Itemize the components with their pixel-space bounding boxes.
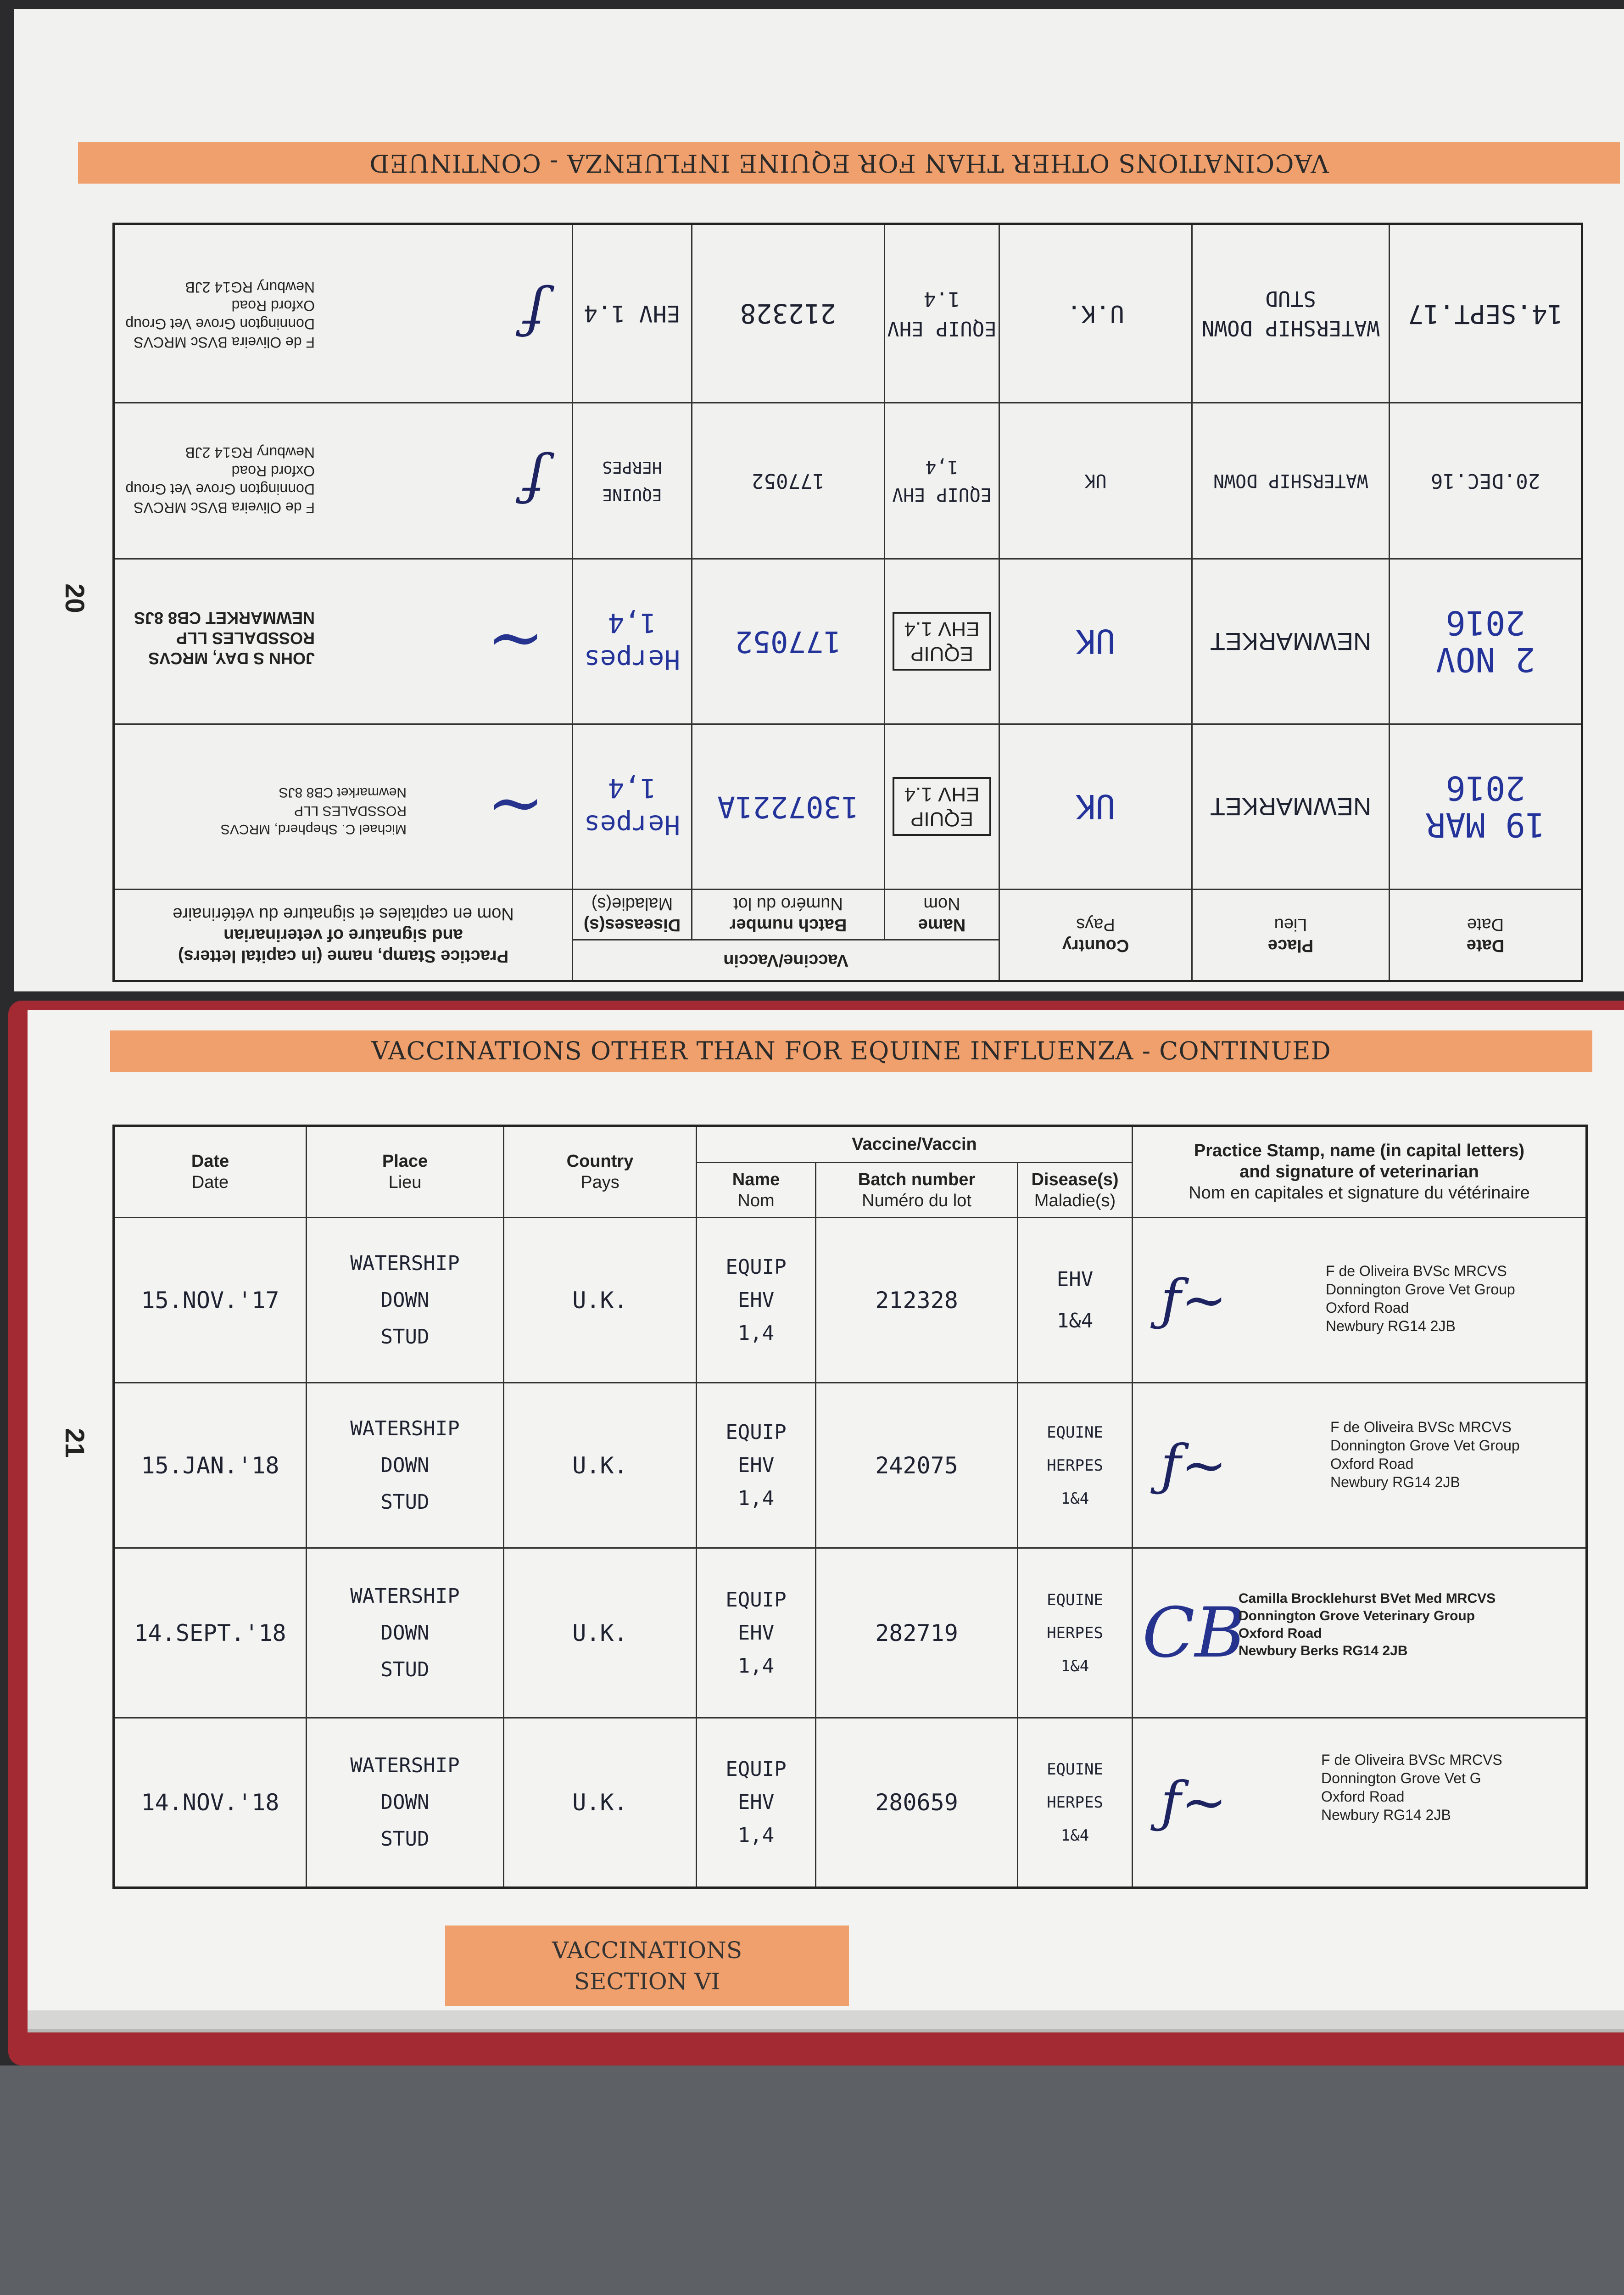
cell-place: WATERSHIP DOWN STUD [307, 1548, 504, 1718]
cell-batch: 1307221A [692, 724, 885, 890]
vet-stamp: Camilla Brocklehurst BVet Med MRCVS Donnington Grove Veterinary Group Oxford Road Newbury Berks RG14 2JB [1239, 1591, 1496, 1658]
signature: ƒ [524, 449, 544, 513]
cell-batch: 212328 [816, 1218, 1018, 1383]
cell-disease: Herpes 1,4 [573, 724, 692, 890]
cell-disease: Herpes 1,4 [573, 559, 692, 724]
cell-date: 14.SEPT.'18 [114, 1548, 307, 1718]
table-row [114, 724, 1582, 890]
signature: ~ [486, 767, 544, 847]
cell-disease: EQUINE HERPES 1&4 [1018, 1383, 1133, 1548]
header-date: Date Date [114, 1126, 307, 1218]
cell-vet [114, 724, 573, 890]
page-20-number: 20 [59, 583, 89, 613]
cell-name: EQUIP EHV 1.4 [885, 224, 999, 403]
header-vet: Practice Stamp, name (in capital letters) and signature of veterinarian Nom en capitales et signature du vétérinaire [114, 890, 573, 981]
vet-stamp: F de Oliveira BVSc MRCVS Donnington Grove Vet Group Oxford Road Newbury RG14 2JB [125, 279, 315, 351]
cell-vet [1133, 1383, 1587, 1548]
cell-batch: 280659 [816, 1718, 1018, 1888]
cell-country: UK [999, 559, 1192, 724]
signature: CB [1142, 1593, 1245, 1673]
vet-stamp: F de Oliveira BVSc MRCVS Donnington Grove Vet G Oxford Road Newbury RG14 2JB [1321, 1752, 1502, 1823]
cell-place: WATERSHIP DOWN [1192, 403, 1390, 559]
header-batch: Batch number Numéro du lot [816, 1163, 1018, 1218]
cell-name: EQUIP EHV 1,4 [885, 403, 999, 559]
cell-vet [114, 403, 573, 559]
header-country: Country Pays [504, 1126, 697, 1218]
table-row [114, 1218, 1587, 1383]
table-row [114, 224, 1582, 403]
cell-name: EQUIP EHV 1,4 [697, 1548, 816, 1718]
cell-date: 15.NOV.'17 [114, 1218, 307, 1383]
cell-country: UK [999, 724, 1192, 890]
equip-stamp: EQUIP EHV 1.4 [893, 778, 992, 836]
vet-stamp: Michael C. Shepherd, MRCVS ROSSDALES LLP Newmarket CB8 8JS [220, 785, 407, 837]
cell-batch: 177052 [692, 403, 885, 559]
header-place: Place Lieu [307, 1126, 504, 1218]
table-row [114, 1548, 1587, 1718]
page-20-content [115, 110, 1583, 982]
cell-place: WATERSHIP DOWN STUD [1192, 224, 1390, 403]
page-21-banner: VACCINATIONS OTHER THAN FOR EQUINE INFLUENZA - CONTINUED [110, 1030, 1592, 1072]
cell-disease: EQUINE HERPES 1&4 [1018, 1548, 1133, 1718]
cell-country: U.K. [504, 1548, 697, 1718]
cell-name: EQUIP EHV 1,4 [697, 1718, 816, 1888]
cell-date: 14.SEPT.17 [1390, 224, 1582, 403]
vet-stamp: F de Oliveira BVSc MRCVS Donnington Grove Vet Group Oxford Road Newbury RG14 2JB [1326, 1263, 1515, 1334]
cell-date: 15.JAN.'18 [114, 1383, 307, 1548]
cell-country: UK [999, 403, 1192, 559]
cell-country: U.K. [999, 224, 1192, 403]
cell-disease: EHV 1&4 [1018, 1218, 1133, 1383]
section-tab [445, 1926, 849, 2006]
signature: ƒ~ [1161, 1433, 1227, 1497]
header-place: Place Lieu [1192, 890, 1390, 981]
cell-name [885, 559, 999, 724]
header-name: Name Nom [885, 890, 999, 940]
cell-name: EQUIP EHV 1,4 [697, 1218, 816, 1383]
cell-place: NEWMARKET [1192, 559, 1390, 724]
section-tab-line2: SECTION VI [574, 1968, 720, 1995]
cell-date: 2 NOV 2016 [1390, 559, 1582, 724]
cell-place: NEWMARKET [1192, 724, 1390, 890]
page-20-banner: VACCINATIONS OTHER THAN FOR EQUINE INFLUENZA - CONTINUED [78, 142, 1620, 184]
table-row [114, 559, 1582, 724]
header-disease: Disease(s) Maladie(s) [1018, 1163, 1133, 1218]
page-20-table [112, 223, 1583, 982]
vet-stamp: JOHN S DAY, MRCVS ROSSDALES LLP NEWMARKET CB8 8JS [134, 609, 315, 668]
cell-vet [1133, 1548, 1587, 1718]
cell-disease: EQUINE HERPES [573, 403, 692, 559]
header-name: Name Nom [697, 1163, 816, 1218]
cell-vet [114, 224, 573, 403]
header-country: Country Pays [999, 890, 1192, 981]
cell-date: 19 MAR 2016 [1390, 724, 1582, 890]
table-row [114, 1718, 1587, 1888]
vet-stamp: F de Oliveira BVSc MRCVS Donnington Grove Vet Group Oxford Road Newbury RG14 2JB [1330, 1419, 1520, 1490]
vet-stamp: F de Oliveira BVSc MRCVS Donnington Grove Vet Group Oxford Road Newbury RG14 2JB [125, 444, 315, 516]
cell-country: U.K. [504, 1718, 697, 1888]
page-21-number: 21 [59, 1428, 89, 1458]
cell-vet [114, 559, 573, 724]
header-vaccine: Vaccine/Vaccin [573, 940, 999, 981]
cell-place: WATERSHIP DOWN STUD [307, 1383, 504, 1548]
table-row [114, 403, 1582, 559]
page-edge [28, 2010, 1624, 2032]
equip-stamp: EQUIP EHV 1.4 [893, 612, 992, 671]
cell-batch: 212328 [692, 224, 885, 403]
cell-disease: EHV 1.4 [573, 224, 692, 403]
signature: ƒ [524, 281, 544, 346]
cell-vet [1133, 1718, 1587, 1888]
page-21-table [112, 1125, 1588, 1889]
cell-name: EQUIP EHV 1,4 [697, 1383, 816, 1548]
table-row [114, 1383, 1587, 1548]
header-vaccine: Vaccine/Vaccin [697, 1126, 1133, 1163]
cell-name [885, 724, 999, 890]
cell-place: WATERSHIP DOWN STUD [307, 1718, 504, 1888]
signature: ƒ~ [1161, 1770, 1227, 1835]
signature: ƒ~ [1161, 1268, 1227, 1332]
header-disease: Diseases(s) Maladie(s) [573, 890, 692, 940]
cell-date: 20.DEC.16 [1390, 403, 1582, 559]
section-tab-line1: VACCINATIONS [552, 1937, 742, 1964]
signature: ~ [486, 601, 544, 682]
header-date: Date Date [1390, 890, 1582, 981]
cell-country: U.K. [504, 1383, 697, 1548]
cell-batch: 282719 [816, 1548, 1018, 1718]
header-batch: Batch number Numéro du lot [692, 890, 885, 940]
header-vet: Practice Stamp, name (in capital letters) and signature of veterinarian Nom en capitales et signature du vétérinaire [1133, 1126, 1587, 1218]
cell-disease: EQUINE HERPES 1&4 [1018, 1718, 1133, 1888]
cell-batch: 177052 [692, 559, 885, 724]
cell-place: WATERSHIP DOWN STUD [307, 1218, 504, 1383]
cell-date: 14.NOV.'18 [114, 1718, 307, 1888]
cell-country: U.K. [504, 1218, 697, 1383]
cell-vet [1133, 1218, 1587, 1383]
cell-batch: 242075 [816, 1383, 1018, 1548]
